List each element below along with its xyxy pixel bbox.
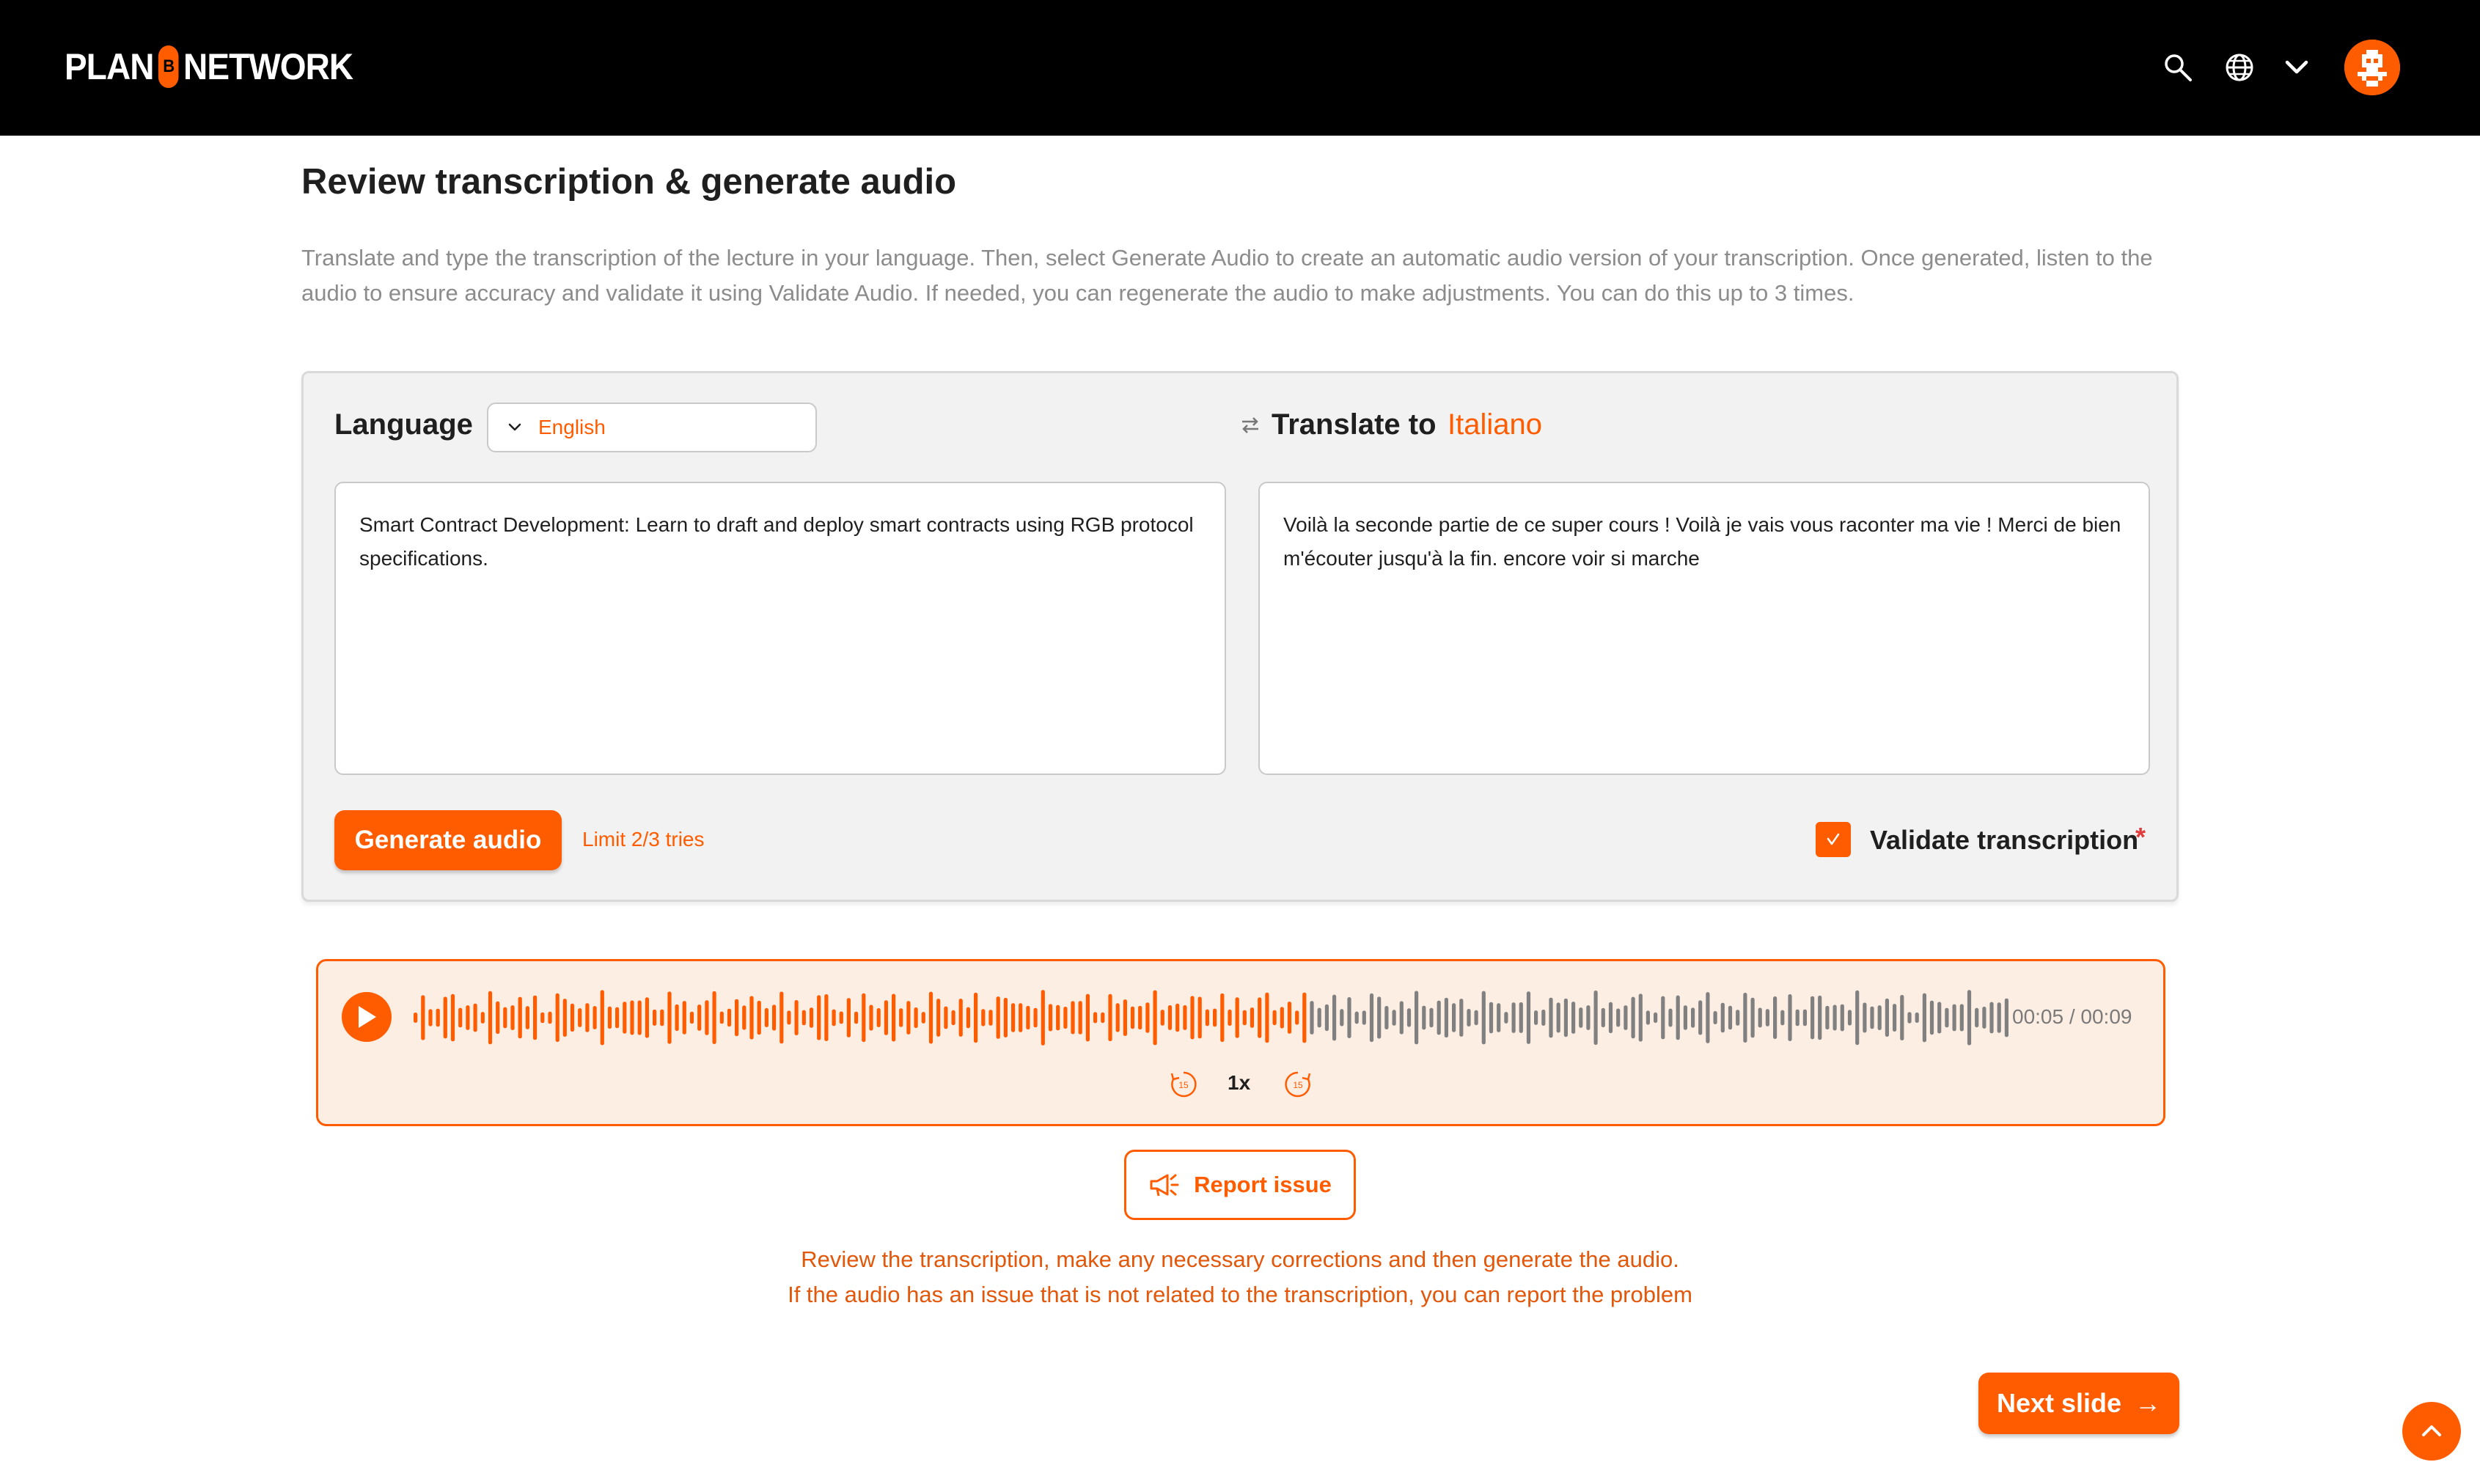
check-icon	[1824, 830, 1843, 849]
waveform-bar	[1145, 1002, 1149, 1032]
waveform-bar	[414, 1013, 417, 1023]
waveform-bar	[645, 997, 649, 1037]
waveform-bar	[1467, 1009, 1470, 1026]
waveform-bar	[966, 1007, 970, 1029]
waveform-bar	[1736, 1010, 1739, 1026]
plan-b-network-logo[interactable]	[65, 43, 353, 91]
waveform-bar	[1646, 1010, 1650, 1024]
waveform-bar	[444, 997, 447, 1039]
waveform-bar	[1161, 1010, 1164, 1026]
waveform-bar	[779, 992, 783, 1044]
waveform-bar	[1825, 1006, 1829, 1029]
audio-waveform[interactable]	[414, 985, 2012, 1051]
waveform-bar	[1743, 993, 1747, 1043]
waveform-bar	[1863, 1003, 1866, 1033]
waveform-bar	[451, 994, 455, 1042]
waveform-bar	[847, 998, 851, 1037]
waveform-bar	[1751, 998, 1755, 1038]
waveform-bar	[1833, 1005, 1837, 1031]
waveform-bar	[735, 999, 738, 1037]
waveform-bar	[1624, 1005, 1627, 1030]
playback-time: 00:05 / 00:09	[2012, 1005, 2132, 1028]
chevron-down-icon	[506, 419, 524, 436]
waveform-bar	[1654, 1013, 1657, 1023]
waveform-bar	[1602, 1008, 1605, 1027]
waveform-bar	[1452, 1003, 1456, 1032]
waveform-bar	[533, 996, 537, 1040]
waveform-bar	[1788, 994, 1791, 1041]
waveform-bar	[1668, 1009, 1672, 1027]
waveform-bar	[899, 1008, 903, 1026]
waveform-bar	[518, 997, 522, 1039]
waveform-bar	[1213, 1009, 1217, 1027]
next-slide-label: Next slide	[1996, 1388, 2122, 1418]
waveform-bar	[1967, 990, 1971, 1045]
waveform-bar	[1019, 1003, 1022, 1032]
waveform-bar	[1773, 996, 1777, 1039]
waveform-bar	[1063, 1007, 1067, 1029]
waveform-bar	[787, 1010, 790, 1024]
logo-mark: B	[158, 45, 179, 88]
waveform-bar	[1519, 1002, 1523, 1033]
waveform-bar	[436, 1009, 440, 1027]
avatar-pixel-icon	[2344, 40, 2400, 95]
waveform-bar	[526, 1006, 529, 1029]
waveform-bar	[1384, 1006, 1388, 1029]
waveform-bar	[571, 1004, 574, 1032]
waveform-bar	[660, 1010, 664, 1026]
waveform-bar	[1138, 1006, 1142, 1029]
waveform-bar	[959, 999, 963, 1037]
waveform-bar	[1101, 1013, 1104, 1023]
waveform-bar	[1557, 1002, 1560, 1032]
waveform-bar	[952, 1010, 955, 1025]
waveform-bar	[428, 1009, 432, 1026]
page-intro: Translate and type the transcription of the lecture in your language. Then, select Generate Audio to create an automatic audio version of your transcription. Once generated, listen to the audio to ensure accuracy and validate it using Validate Audio. If needed, you can regenerate the audio to make adjustments. You can do this up to 3 times.	[301, 245, 2153, 306]
waveform-bar	[1878, 1005, 1882, 1030]
waveform-bar	[1639, 993, 1643, 1041]
waveform-bar	[1310, 1001, 1313, 1035]
waveform-bar	[1989, 1002, 1993, 1034]
waveform-bar	[1026, 1006, 1030, 1029]
waveform-bar	[1930, 1001, 1934, 1035]
waveform-bar	[1661, 996, 1665, 1040]
waveform-bar	[458, 1008, 462, 1028]
forward-15-icon[interactable]	[1282, 1068, 1314, 1101]
language-select[interactable]	[487, 403, 817, 452]
waveform-bar	[1796, 1010, 1800, 1026]
waveform-bar	[1265, 993, 1269, 1043]
waveform-bar	[1183, 1005, 1186, 1030]
waveform-bar	[578, 1008, 582, 1027]
waveform-bar	[1841, 1004, 1844, 1032]
waveform-bar	[496, 1002, 499, 1034]
waveform-bar	[1355, 1012, 1359, 1024]
waveform-bar	[608, 1007, 612, 1029]
waveform-bar	[1527, 991, 1530, 1044]
waveform-bar	[1571, 1002, 1575, 1034]
waveform-bar	[1437, 1001, 1441, 1035]
waveform-bar	[840, 1012, 843, 1024]
translate-to-label: Translate to	[1272, 408, 1437, 441]
waveform-bar	[1302, 993, 1306, 1043]
waveform-bar	[1347, 997, 1351, 1038]
waveform-bar	[421, 995, 425, 1040]
waveform-bar	[1848, 1010, 1852, 1025]
waveform-bar	[1250, 1007, 1254, 1028]
waveform-bar	[1086, 994, 1090, 1042]
waveform-bar	[1198, 997, 1202, 1039]
waveform-bar	[1714, 1011, 1717, 1024]
waveform-bar	[1489, 1002, 1493, 1034]
waveform-bar	[1153, 991, 1157, 1046]
waveform-bar	[1728, 1006, 1732, 1029]
waveform-bar	[810, 1007, 813, 1028]
waveform-bar	[1541, 1010, 1545, 1026]
waveform-bar	[914, 1007, 918, 1028]
waveform-bar	[1960, 1004, 1964, 1032]
waveform-bar	[1616, 1009, 1620, 1027]
waveform-bar	[1923, 993, 1926, 1043]
waveform-bar	[683, 1001, 686, 1035]
waveform-bar	[713, 991, 716, 1044]
waveform-bar	[1400, 1002, 1404, 1035]
play-icon	[356, 1004, 378, 1029]
waveform-bar	[1975, 1008, 1978, 1027]
waveform-bar	[1071, 1001, 1074, 1034]
waveform-bar	[929, 992, 933, 1044]
waveform-bar	[1116, 1003, 1120, 1032]
page-title: Review transcription & generate audio	[301, 162, 957, 202]
required-marker: *	[2135, 822, 2146, 852]
waveform-bar	[1609, 1002, 1613, 1033]
waveform-bar	[1362, 1010, 1366, 1024]
waveform-bar	[869, 1005, 873, 1031]
waveform-bar	[510, 1005, 514, 1030]
tries-limit-label: Limit 2/3 tries	[582, 828, 705, 851]
language-select-value: English	[538, 416, 606, 438]
waveform-bar	[1004, 998, 1008, 1037]
waveform-bar	[1632, 997, 1635, 1039]
waveform-bar	[1459, 999, 1463, 1037]
waveform-bar	[1049, 1004, 1052, 1031]
waveform-bar	[1288, 1002, 1291, 1034]
waveform-bar	[563, 999, 567, 1037]
waveform-bar	[1236, 997, 1239, 1037]
waveform-bar	[1885, 999, 1889, 1037]
validate-transcription-checkbox[interactable]	[1816, 822, 1851, 857]
globe-icon[interactable]	[2223, 51, 2256, 84]
waveform-bar	[1370, 993, 1373, 1042]
waveform-bar	[1332, 995, 1336, 1041]
waveform-bar	[1818, 996, 1822, 1040]
waveform-bar	[1407, 1008, 1411, 1026]
waveform-bar	[742, 1005, 746, 1029]
source-transcription-field[interactable]: Smart Contract Development: Learn to draft and deploy smart contracts using RGB protocol specifications.	[334, 482, 1226, 775]
waveform-bar	[1997, 1002, 2001, 1032]
waveform-bar	[1893, 1004, 1896, 1032]
help-note-line-2: If the audio has an issue that is not related to the transcription, you can report the problem	[788, 1282, 1692, 1307]
waveform-bar	[1766, 1009, 1769, 1026]
waveform-bar	[1273, 1010, 1277, 1026]
waveform-bar	[1594, 991, 1598, 1045]
waveform-bar	[1243, 1010, 1247, 1026]
waveform-bar	[1758, 1008, 1762, 1028]
waveform-bar	[556, 993, 560, 1042]
audio-player	[316, 959, 2165, 1126]
waveform-bar	[936, 999, 940, 1037]
waveform-bar	[854, 1012, 858, 1024]
waveform-bar	[1429, 1008, 1433, 1027]
waveform-bar	[481, 1012, 485, 1024]
help-note-line-1: Review the transcription, make any necessary corrections and then generate the audio.	[801, 1246, 1679, 1272]
logo-text-left: PLAN	[65, 46, 154, 87]
waveform-bar	[1280, 1007, 1284, 1028]
waveform-bar	[795, 1000, 799, 1035]
waveform-bar	[1011, 1003, 1015, 1032]
waveform-bar	[1534, 1010, 1538, 1025]
waveform-bar	[1415, 991, 1418, 1045]
waveform-bar	[697, 1004, 701, 1031]
waveform-bar	[623, 1002, 626, 1034]
waveform-bar	[877, 1008, 881, 1027]
waveform-bar	[765, 1008, 768, 1027]
waveform-bar	[757, 1001, 761, 1035]
waveform-bar	[1706, 992, 1709, 1043]
waveform-bar	[1445, 998, 1448, 1037]
waveform-bar	[1131, 1007, 1134, 1029]
waveform-bar	[884, 1000, 888, 1035]
waveform-bar	[474, 1004, 477, 1032]
waveform-bar	[705, 1000, 708, 1035]
waveform-bar	[817, 995, 821, 1040]
waveform-bar	[1393, 1010, 1396, 1026]
translated-transcription-field[interactable]: Voilà la seconde partie de ce super cours ! Voilà je vais vous raconter ma vie ! Merci de bien m'écouter jusqu'à la fin. encore voir si marche	[1258, 482, 2150, 775]
waveform-bar	[1870, 1007, 1874, 1029]
top-navbar	[0, 0, 2480, 136]
waveform-bar	[1564, 999, 1568, 1037]
waveform-bar	[1945, 1008, 1948, 1028]
waveform-bar	[1318, 1008, 1321, 1028]
waveform-bar	[1937, 1002, 1941, 1034]
waveform-bar	[1034, 1008, 1038, 1028]
waveform-bar	[1377, 996, 1381, 1038]
waveform-bar	[601, 990, 604, 1045]
waveform-bar	[1698, 1000, 1702, 1035]
waveform-bar	[892, 994, 895, 1042]
next-slide-button[interactable]	[1978, 1373, 2179, 1434]
waveform-bar	[824, 994, 828, 1041]
report-issue-button[interactable]	[1124, 1150, 1356, 1220]
generate-audio-button[interactable]: Generate audio	[334, 810, 562, 870]
rewind-15-label: 15	[1178, 1080, 1189, 1090]
waveform-bar	[1123, 999, 1127, 1036]
waveform-bar	[1811, 996, 1814, 1040]
user-avatar[interactable]	[2344, 40, 2400, 95]
validate-transcription-label[interactable]: Validate transcription	[1870, 825, 2139, 855]
chevron-up-icon	[2418, 1418, 2445, 1444]
logo-text-right: NETWORK	[183, 46, 353, 87]
waveform-bar	[772, 1004, 776, 1030]
waveform-bar	[1041, 990, 1045, 1046]
waveform-bar	[1079, 1001, 1082, 1034]
forward-15-label: 15	[1293, 1080, 1303, 1090]
waveform-bar	[2005, 999, 2008, 1037]
waveform-bar	[548, 1012, 551, 1024]
arrow-right-icon: →	[2135, 1388, 2162, 1418]
waveform-bar	[1579, 1007, 1582, 1028]
waveform-bar	[802, 1010, 806, 1026]
waveform-bar	[1093, 1012, 1097, 1023]
waveform-bar	[997, 996, 1000, 1039]
waveform-bar	[1168, 1005, 1172, 1030]
language-label: Language	[334, 408, 473, 441]
report-issue-label: Report issue	[1194, 1172, 1332, 1197]
waveform-bar	[690, 1012, 694, 1024]
waveform-bar	[720, 1012, 724, 1024]
waveform-bar	[1108, 994, 1112, 1041]
waveform-bar	[1482, 991, 1486, 1045]
waveform-bar	[1056, 1005, 1060, 1031]
rewind-15-icon[interactable]	[1167, 1068, 1200, 1101]
waveform-bar	[1512, 1002, 1516, 1033]
waveform-bar	[1206, 1010, 1209, 1026]
translate-to-language[interactable]: Italiano	[1448, 408, 1542, 441]
waveform-bar	[974, 993, 977, 1043]
waveform-bar	[1676, 996, 1680, 1040]
waveform-bar	[1855, 991, 1859, 1045]
waveform-bar	[675, 1004, 679, 1031]
waveform-bar	[1422, 1006, 1426, 1030]
waveform-bar	[1907, 1012, 1911, 1023]
swap-arrows-icon	[1239, 414, 1261, 436]
waveform-bar	[1586, 1005, 1590, 1030]
waveform-bar	[1549, 998, 1552, 1038]
waveform-bar	[1953, 1004, 1956, 1032]
waveform-bar	[1684, 1005, 1687, 1030]
waveform-bar	[667, 991, 671, 1043]
waveform-bar	[1228, 1010, 1231, 1026]
waveform-bar	[1325, 1004, 1329, 1031]
waveform-bar	[1497, 1003, 1500, 1032]
waveform-bar	[503, 1007, 507, 1029]
waveform-bar	[488, 991, 492, 1045]
waveform-bar	[1900, 995, 1904, 1040]
waveform-bar	[615, 1007, 619, 1029]
waveform-bar	[1475, 1010, 1478, 1025]
waveform-bar	[749, 996, 753, 1040]
search-icon[interactable]	[2162, 51, 2194, 84]
waveform-bar	[1295, 1010, 1299, 1024]
waveform-bar	[1803, 1010, 1807, 1026]
waveform-bar	[1220, 993, 1224, 1042]
waveform-bar	[593, 1006, 597, 1029]
waveform-bar	[1190, 996, 1194, 1039]
chevron-down-icon[interactable]	[2281, 51, 2313, 84]
waveform-bar	[727, 1009, 731, 1027]
waveform-bar	[944, 1007, 947, 1029]
waveform-bar	[1258, 997, 1261, 1037]
waveform-bar	[832, 1010, 836, 1026]
play-button[interactable]	[342, 992, 392, 1042]
waveform-bar	[1175, 1004, 1179, 1032]
waveform-bar	[1504, 1012, 1508, 1024]
waveform-bar	[862, 993, 865, 1042]
waveform-bar	[1691, 1007, 1695, 1027]
waveform-bar	[1780, 1010, 1784, 1026]
waveform-bar	[922, 1012, 925, 1024]
transcription-card	[301, 371, 2179, 902]
waveform-bar	[1915, 1013, 1919, 1023]
waveform-bar	[1982, 1007, 1986, 1029]
scroll-to-top-button[interactable]	[2402, 1402, 2461, 1461]
waveform-bar	[1340, 1009, 1343, 1026]
waveform-bar	[585, 1003, 589, 1032]
waveform-bar	[981, 1009, 985, 1026]
megaphone-icon	[1148, 1170, 1181, 1200]
playback-rate[interactable]: 1x	[1228, 1071, 1251, 1094]
waveform-bar	[988, 1010, 992, 1026]
waveform-bar	[1721, 1003, 1725, 1033]
waveform-bar	[653, 1010, 656, 1026]
waveform-bar	[540, 1013, 544, 1024]
waveform-bar	[638, 1001, 642, 1035]
waveform-bar	[906, 1001, 910, 1035]
waveform-bar	[466, 1005, 469, 1030]
waveform-bar	[630, 1001, 634, 1035]
